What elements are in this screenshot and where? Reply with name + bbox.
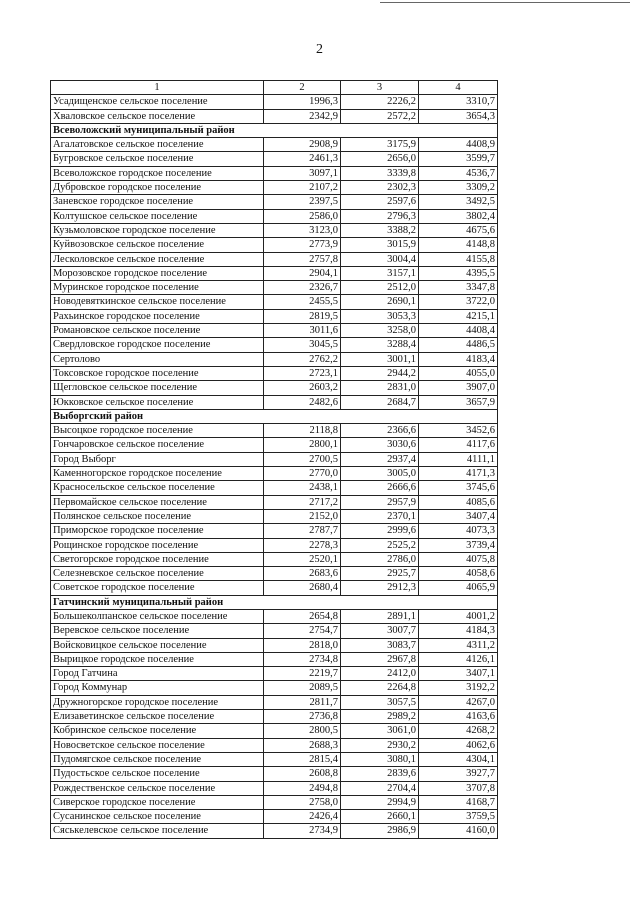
column-3-value-cell: 2967,8 [341,652,419,666]
column-2-value-cell: 2455,5 [264,295,341,309]
settlement-name-cell: Токсовское городское поселение [51,366,264,380]
table-row [51,781,498,795]
column-3-value-cell: 3157,1 [341,266,419,280]
column-4-value-cell: 3802,4 [419,209,498,223]
column-4-value-cell: 4168,7 [419,795,498,809]
column-2-value-cell: 2734,8 [264,652,341,666]
column-2-value-cell: 2818,0 [264,638,341,652]
column-2-value-cell: 2800,5 [264,724,341,738]
column-header-2: 2 [264,81,341,95]
settlement-name-cell: Сяськелевское сельское поселение [51,824,264,838]
table-row [51,223,498,237]
table-row [51,681,498,695]
column-2-value-cell: 2908,9 [264,138,341,152]
column-3-value-cell: 3388,2 [341,223,419,237]
settlement-name-cell: Дубровское городское поселение [51,181,264,195]
settlement-name-cell: Светогорское городское поселение [51,552,264,566]
column-2-value-cell: 2461,3 [264,152,341,166]
column-2-value-cell: 2819,5 [264,309,341,323]
column-2-value-cell: 2520,1 [264,552,341,566]
settlement-name-cell: Красносельское сельское поселение [51,481,264,495]
column-3-value-cell: 2839,6 [341,767,419,781]
column-2-value-cell: 2688,3 [264,738,341,752]
table-row [51,710,498,724]
column-4-value-cell: 3759,5 [419,810,498,824]
column-3-value-cell: 2264,8 [341,681,419,695]
table-row [51,338,498,352]
column-2-value-cell: 2219,7 [264,667,341,681]
table-row [51,324,498,338]
column-4-value-cell: 3745,6 [419,481,498,495]
column-3-value-cell: 2525,2 [341,538,419,552]
column-3-value-cell: 2512,0 [341,281,419,295]
column-2-value-cell: 2654,8 [264,609,341,623]
table-row [51,395,498,409]
table-row [51,381,498,395]
table-row [51,281,498,295]
column-3-value-cell: 3015,9 [341,238,419,252]
settlement-name-cell: Сертолово [51,352,264,366]
column-3-value-cell: 3339,8 [341,166,419,180]
column-4-value-cell: 4163,6 [419,710,498,724]
column-2-value-cell: 2089,5 [264,681,341,695]
column-2-value-cell: 2700,5 [264,452,341,466]
column-3-value-cell: 2912,3 [341,581,419,595]
column-3-value-cell: 3175,9 [341,138,419,152]
column-3-value-cell: 2796,3 [341,209,419,223]
column-4-value-cell: 4395,5 [419,266,498,280]
settlement-name-cell: Морозовское городское поселение [51,266,264,280]
column-2-value-cell: 2152,0 [264,509,341,523]
column-2-value-cell: 3011,6 [264,324,341,338]
column-3-value-cell: 3004,4 [341,252,419,266]
column-4-value-cell: 4085,6 [419,495,498,509]
column-3-value-cell: 3288,4 [341,338,419,352]
column-3-value-cell: 2986,9 [341,824,419,838]
table-row [51,767,498,781]
table-row [51,452,498,466]
column-2-value-cell: 2278,3 [264,538,341,552]
section-header-row [51,409,498,423]
column-3-value-cell: 2690,1 [341,295,419,309]
column-2-value-cell: 2342,9 [264,109,341,123]
column-4-value-cell: 3927,7 [419,767,498,781]
settlement-name-cell: Бугровское сельское поселение [51,152,264,166]
column-3-value-cell: 2302,3 [341,181,419,195]
column-2-value-cell: 2397,5 [264,195,341,209]
column-4-value-cell: 3599,7 [419,152,498,166]
column-4-value-cell: 4001,2 [419,609,498,623]
column-3-value-cell: 3007,7 [341,624,419,638]
table-row [51,467,498,481]
column-3-value-cell: 2930,2 [341,738,419,752]
column-3-value-cell: 3061,0 [341,724,419,738]
table-row [51,366,498,380]
settlement-name-cell: Город Выборг [51,452,264,466]
table-row [51,266,498,280]
settlement-name-cell: Романовское сельское поселение [51,324,264,338]
column-header-1: 1 [51,81,264,95]
table-row [51,424,498,438]
section-header-row [51,595,498,609]
column-2-value-cell: 2118,8 [264,424,341,438]
column-4-value-cell: 3722,0 [419,295,498,309]
column-3-value-cell: 2994,9 [341,795,419,809]
settlement-name-cell: Советское городское поселение [51,581,264,595]
table-row [51,138,498,152]
column-4-value-cell: 3407,1 [419,667,498,681]
table-row [51,238,498,252]
column-2-value-cell: 2683,6 [264,567,341,581]
column-4-value-cell: 4486,5 [419,338,498,352]
column-3-value-cell: 2944,2 [341,366,419,380]
column-4-value-cell: 3407,4 [419,509,498,523]
settlement-name-cell: Кузьмоловское городское поселение [51,223,264,237]
top-edge-rule [380,2,630,3]
column-4-value-cell: 4065,9 [419,581,498,595]
column-3-value-cell: 2999,6 [341,524,419,538]
settlement-name-cell: Куйвозовское сельское поселение [51,238,264,252]
column-2-value-cell: 1996,3 [264,95,341,109]
table-row [51,609,498,623]
column-4-value-cell: 3310,7 [419,95,498,109]
column-4-value-cell: 4184,3 [419,624,498,638]
column-2-value-cell: 2757,8 [264,252,341,266]
settlement-name-cell: Колтушское сельское поселение [51,209,264,223]
column-4-value-cell: 4155,8 [419,252,498,266]
settlement-name-cell: Селезневское сельское поселение [51,567,264,581]
settlement-name-cell: Приморское городское поселение [51,524,264,538]
column-4-value-cell: 4062,6 [419,738,498,752]
column-4-value-cell: 4304,1 [419,752,498,766]
column-2-value-cell: 2758,0 [264,795,341,809]
table-row [51,495,498,509]
column-2-value-cell: 2811,7 [264,695,341,709]
table-row [51,724,498,738]
table-row [51,652,498,666]
table-row [51,810,498,824]
column-2-value-cell: 2438,1 [264,481,341,495]
column-2-value-cell: 2800,1 [264,438,341,452]
column-4-value-cell: 4408,9 [419,138,498,152]
table-row [51,352,498,366]
column-3-value-cell: 2957,9 [341,495,419,509]
settlement-name-cell: Агалатовское сельское поселение [51,138,264,152]
table-row [51,738,498,752]
column-3-value-cell: 2572,2 [341,109,419,123]
settlement-name-cell: Первомайское сельское поселение [51,495,264,509]
table-body [51,81,498,839]
column-4-value-cell: 4117,6 [419,438,498,452]
settlement-name-cell: Город Гатчина [51,667,264,681]
settlement-name-cell: Свердловское городское поселение [51,338,264,352]
column-2-value-cell: 2608,8 [264,767,341,781]
settlement-name-cell: Заневское городское поселение [51,195,264,209]
table-row [51,795,498,809]
column-3-value-cell: 2656,0 [341,152,419,166]
column-4-value-cell: 4075,8 [419,552,498,566]
table-row [51,638,498,652]
column-3-value-cell: 2989,2 [341,710,419,724]
column-4-value-cell: 4408,4 [419,324,498,338]
table-row [51,252,498,266]
column-2-value-cell: 2723,1 [264,366,341,380]
table-row [51,295,498,309]
table-row [51,109,498,123]
column-4-value-cell: 4160,0 [419,824,498,838]
settlement-name-cell: Полянское сельское поселение [51,509,264,523]
column-3-value-cell: 3030,6 [341,438,419,452]
settlement-name-cell: Муринское городское поселение [51,281,264,295]
column-2-value-cell: 2717,2 [264,495,341,509]
column-4-value-cell: 4267,0 [419,695,498,709]
table-row [51,438,498,452]
section-title: Всеволожский муниципальный район [51,123,498,137]
column-4-value-cell: 4111,1 [419,452,498,466]
data-table [50,80,498,839]
column-3-value-cell: 3258,0 [341,324,419,338]
column-3-value-cell: 3005,0 [341,467,419,481]
settlement-name-cell: Щегловское сельское поселение [51,381,264,395]
column-4-value-cell: 3654,3 [419,109,498,123]
column-4-value-cell: 4055,0 [419,366,498,380]
column-2-value-cell: 3123,0 [264,223,341,237]
column-4-value-cell: 4058,6 [419,567,498,581]
section-title: Выборгский район [51,409,498,423]
settlement-name-cell: Большеколпанское сельское поселение [51,609,264,623]
column-2-value-cell: 2770,0 [264,467,341,481]
table-row [51,524,498,538]
column-4-value-cell: 3192,2 [419,681,498,695]
column-2-value-cell: 2107,2 [264,181,341,195]
column-3-value-cell: 2925,7 [341,567,419,581]
column-3-value-cell: 3053,3 [341,309,419,323]
column-4-value-cell: 3452,6 [419,424,498,438]
settlement-name-cell: Рождественское сельское поселение [51,781,264,795]
column-2-value-cell: 2773,9 [264,238,341,252]
column-3-value-cell: 2704,4 [341,781,419,795]
column-4-value-cell: 3309,2 [419,181,498,195]
settlement-name-cell: Лесколовское сельское поселение [51,252,264,266]
column-4-value-cell: 4073,3 [419,524,498,538]
column-4-value-cell: 4171,3 [419,467,498,481]
settlement-name-cell: Усадищенское сельское поселение [51,95,264,109]
settlement-name-cell: Кобринское сельское поселение [51,724,264,738]
column-3-value-cell: 2597,6 [341,195,419,209]
settlement-name-cell: Хваловское сельское поселение [51,109,264,123]
column-2-value-cell: 2736,8 [264,710,341,724]
column-3-value-cell: 2831,0 [341,381,419,395]
column-4-value-cell: 3657,9 [419,395,498,409]
settlement-name-cell: Каменногорское городское поселение [51,467,264,481]
settlement-name-cell: Елизаветинское сельское поселение [51,710,264,724]
table-row [51,581,498,595]
column-4-value-cell: 4536,7 [419,166,498,180]
column-4-value-cell: 4183,4 [419,352,498,366]
column-4-value-cell: 4148,8 [419,238,498,252]
column-2-value-cell: 2603,2 [264,381,341,395]
settlement-name-cell: Новодевяткинское сельское поселение [51,295,264,309]
settlement-name-cell: Войсковицкое сельское поселение [51,638,264,652]
settlement-name-cell: Сусанинское сельское поселение [51,810,264,824]
table-row [51,538,498,552]
column-header-4: 4 [419,81,498,95]
column-4-value-cell: 3739,4 [419,538,498,552]
column-3-value-cell: 3083,7 [341,638,419,652]
section-header-row [51,123,498,137]
column-4-value-cell: 3707,8 [419,781,498,795]
column-2-value-cell: 2426,4 [264,810,341,824]
column-3-value-cell: 3057,5 [341,695,419,709]
settlement-name-cell: Рощинское городское поселение [51,538,264,552]
column-3-value-cell: 2412,0 [341,667,419,681]
column-2-value-cell: 2586,0 [264,209,341,223]
column-3-value-cell: 2366,6 [341,424,419,438]
column-2-value-cell: 2815,4 [264,752,341,766]
settlement-name-cell: Гончаровское сельское поселение [51,438,264,452]
column-3-value-cell: 3001,1 [341,352,419,366]
table-row [51,209,498,223]
table-row [51,752,498,766]
column-3-value-cell: 2937,4 [341,452,419,466]
settlement-name-cell: Юкковское сельское поселение [51,395,264,409]
column-4-value-cell: 4311,2 [419,638,498,652]
settlement-name-cell: Всеволожское городское поселение [51,166,264,180]
column-3-value-cell: 3080,1 [341,752,419,766]
settlement-name-cell: Город Коммунар [51,681,264,695]
column-4-value-cell: 4126,1 [419,652,498,666]
settlement-name-cell: Веревское сельское поселение [51,624,264,638]
column-header-3: 3 [341,81,419,95]
column-4-value-cell: 3907,0 [419,381,498,395]
column-4-value-cell: 3492,5 [419,195,498,209]
column-2-value-cell: 3097,1 [264,166,341,180]
table-row [51,95,498,109]
column-4-value-cell: 3347,8 [419,281,498,295]
column-3-value-cell: 2666,6 [341,481,419,495]
table-row [51,152,498,166]
column-3-value-cell: 2786,0 [341,552,419,566]
table-row [51,166,498,180]
table-row [51,624,498,638]
table-row [51,509,498,523]
table-row [51,481,498,495]
column-2-value-cell: 2904,1 [264,266,341,280]
table-row [51,181,498,195]
table-row [51,567,498,581]
column-4-value-cell: 4675,6 [419,223,498,237]
settlement-name-cell: Пудостьское сельское поселение [51,767,264,781]
table-row [51,667,498,681]
page-number: 2 [316,42,323,57]
column-2-value-cell: 2787,7 [264,524,341,538]
column-3-value-cell: 2684,7 [341,395,419,409]
column-2-value-cell: 2494,8 [264,781,341,795]
column-2-value-cell: 2680,4 [264,581,341,595]
table-row [51,552,498,566]
table-header-row [51,81,498,95]
settlement-name-cell: Рахьинское городское поселение [51,309,264,323]
column-4-value-cell: 4268,2 [419,724,498,738]
table-row [51,309,498,323]
column-4-value-cell: 4215,1 [419,309,498,323]
settlement-name-cell: Сиверское городское поселение [51,795,264,809]
table-row [51,824,498,838]
table-row [51,195,498,209]
settlement-name-cell: Вырицкое городское поселение [51,652,264,666]
column-3-value-cell: 2226,2 [341,95,419,109]
column-2-value-cell: 2762,2 [264,352,341,366]
settlement-name-cell: Дружногорское городское поселение [51,695,264,709]
column-2-value-cell: 2482,6 [264,395,341,409]
settlement-name-cell: Высоцкое городское поселение [51,424,264,438]
column-2-value-cell: 2754,7 [264,624,341,638]
settlement-name-cell: Новосветское сельское поселение [51,738,264,752]
column-3-value-cell: 2891,1 [341,609,419,623]
section-title: Гатчинский муниципальный район [51,595,498,609]
column-2-value-cell: 2326,7 [264,281,341,295]
column-2-value-cell: 3045,5 [264,338,341,352]
settlement-name-cell: Пудомягское сельское поселение [51,752,264,766]
table-row [51,695,498,709]
column-3-value-cell: 2660,1 [341,810,419,824]
column-2-value-cell: 2734,9 [264,824,341,838]
column-3-value-cell: 2370,1 [341,509,419,523]
